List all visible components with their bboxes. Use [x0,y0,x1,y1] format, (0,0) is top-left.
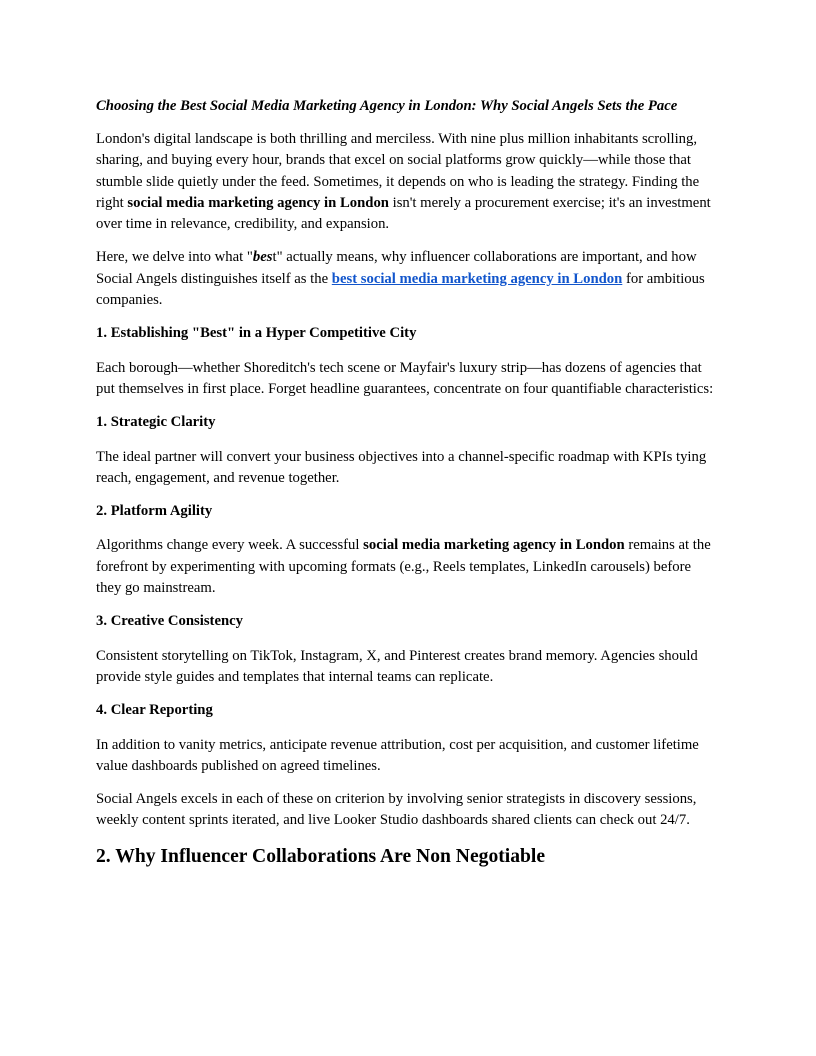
criterion-2-body [96,535,720,599]
document-title: Choosing the Best Social Media Marketing Agency in London: Why Social Angels Sets the Pace [96,98,678,114]
intro-text: isn't merely a procurement exercise; it's an investment over time in relevance, credibility, and expansion. [96,194,711,233]
summary-paragraph: Social Angels excels in each of these on criterion by involving senior strategists in discovery sessions, weekly content sprints iterated, and live Looker Studio dashboards shared clients can check out 24/7. [96,791,697,829]
criterion-3-heading: 3. Creative Consistency [96,613,243,630]
criterion-1-body: The ideal partner will convert your business objectives into a channel-specific roadmap with KPIs tying reach, engagement, and revenue together. [96,448,707,486]
section-1-heading: 1. Establishing "Best" in a Hyper Competitive City [96,325,417,342]
agency-link[interactable]: best social media marketing agency in London [331,270,623,287]
keyword-bold: social media marketing agency in London [127,194,389,211]
keyword-bold: social media marketing agency in London [363,537,625,554]
intro-text: London's digital landscape is both thrilling and merciless. With nine plus million inhabitants scrolling, sharing, and buying every hour, brands that excel on social platforms grow quickly—while those that stumble slide quietly under the feed. Sometimes, it depends on who is leading the strategy. Finding the right [96,131,700,211]
intro-paragraph-2 [96,247,720,311]
intro-text: for ambitious companies. [96,270,705,309]
intro-paragraph-1 [96,129,720,235]
intro-text: Here, we delve into what " [96,249,253,266]
criterion-1-heading: 1. Strategic Clarity [96,414,216,431]
best-emphasis-tail: t [272,249,277,266]
document-page [96,96,720,881]
criterion-4-body: In addition to vanity metrics, anticipate revenue attribution, cost per acquisition, and customer lifetime value dashboards published on agreed timelines. [96,736,699,774]
criterion-text: Algorithms change every week. A successful [96,537,364,554]
criterion-text: remains at the forefront by experimenting with upcoming formats (e.g., Reels templates, LinkedIn carousels) before they go mainstream. [96,537,711,597]
intro-text: " actually means, why influencer collaborations are important, and how Social Angels distinguishes itself as the [96,249,697,287]
criterion-3-body: Consistent storytelling on TikTok, Instagram, X, and Pinterest creates brand memory. Agencies should provide style guides and templates that internal teams can replicate. [96,647,698,685]
section-2-heading: 2. Why Influencer Collaborations Are Non Negotiable [96,845,546,867]
section-1-body: Each borough—whether Shoreditch's tech scene or Mayfair's luxury strip—has dozens of agencies that put themselves in first place. Forget headline guarantees, concentrate on four quantifiable characteristics: [96,359,714,397]
criterion-4-heading: 4. Clear Reporting [96,702,213,719]
criterion-2-heading: 2. Platform Agility [96,503,213,520]
best-emphasis: bes [252,249,273,266]
